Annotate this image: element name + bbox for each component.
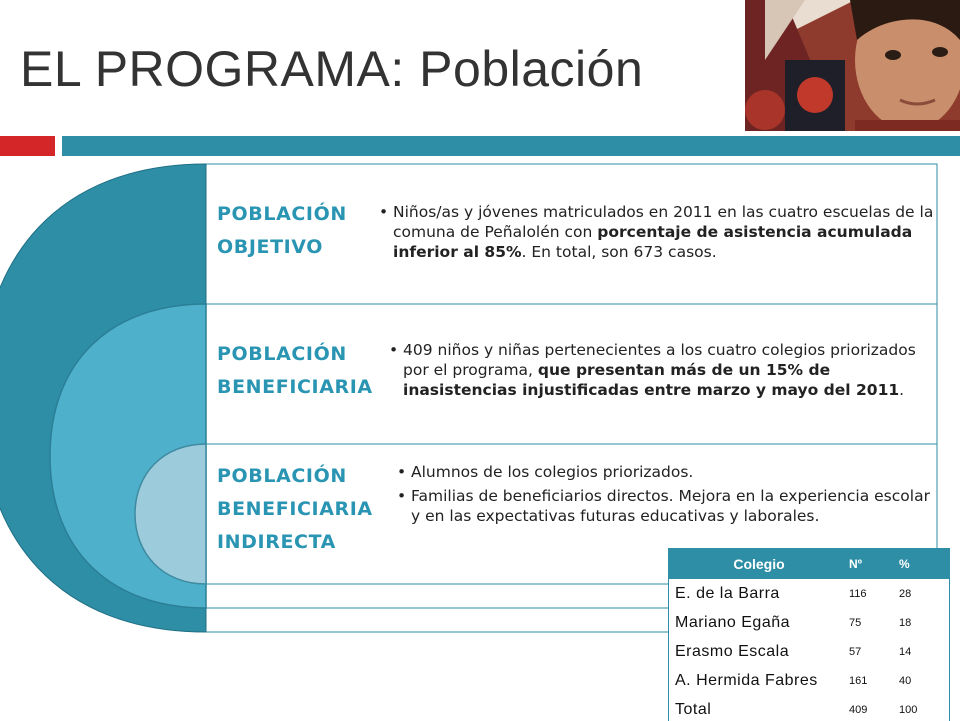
cell-numero: 116	[849, 587, 867, 600]
cell-colegio: Mariano Egaña	[675, 613, 791, 631]
accent-bar-red	[0, 136, 55, 156]
cell-porcentaje: 18	[899, 616, 912, 629]
cell-numero: 161	[849, 674, 868, 687]
bullet-item: • Alumnos de los colegios priorizados.	[395, 462, 935, 482]
table-header-row	[669, 549, 949, 579]
bullets-objetivo	[377, 202, 937, 266]
bullet-item: • 409 niños y niñas pertenecientes a los cuatro colegios priorizados por el programa, que presentan más de un 15% de inasistencias injustificadas entre marzo y mayo del 2011.	[387, 340, 937, 400]
table-row	[669, 666, 949, 695]
label-poblacion-objetivo: POBLACIÓN OBJETIVO	[217, 203, 347, 258]
header-photo	[745, 0, 960, 131]
header-numero: Nº	[849, 549, 899, 579]
colegios-table	[668, 548, 950, 721]
table-row-total	[669, 695, 949, 721]
bullet-item: • Niños/as y jóvenes matriculados en 2011 en las cuatro escuelas de la comuna de Peñalolén con porcentaje de asistencia acumulada inferior al 85%. En total, son 673 casos.	[377, 202, 937, 262]
cell-porcentaje: 100	[899, 703, 918, 716]
accent-bar-blue	[62, 136, 960, 156]
cell-colegio: Total	[675, 700, 712, 718]
cell-numero: 57	[849, 645, 862, 658]
bullets-indirecta	[395, 462, 935, 530]
header-colegio: Colegio	[669, 549, 849, 579]
table-row	[669, 579, 949, 608]
cell-colegio: A. Hermida Fabres	[675, 671, 818, 689]
cell-colegio: Erasmo Escala	[675, 642, 790, 660]
cell-porcentaje: 14	[899, 645, 912, 658]
cell-porcentaje: 40	[899, 674, 912, 687]
cell-numero: 409	[849, 703, 868, 716]
table-row	[669, 637, 949, 666]
table-row	[669, 608, 949, 637]
label-poblacion-beneficiaria-indirecta: POBLACIÓN BENEFICIARIA INDIRECTA	[217, 465, 373, 553]
label-poblacion-beneficiaria: POBLACIÓN BENEFICIARIA	[217, 343, 373, 398]
page-title: EL PROGRAMA: Población	[20, 41, 644, 97]
cell-numero: 75	[849, 616, 862, 629]
header-porcentaje: %	[899, 549, 949, 579]
cell-porcentaje: 28	[899, 587, 912, 600]
bullets-beneficiaria	[387, 340, 937, 404]
cell-colegio: E. de la Barra	[675, 584, 780, 602]
bullet-item: • Familias de beneficiarios directos. Mejora en la experiencia escolar y en las expectativas futuras educativas y laborales.	[395, 486, 935, 526]
